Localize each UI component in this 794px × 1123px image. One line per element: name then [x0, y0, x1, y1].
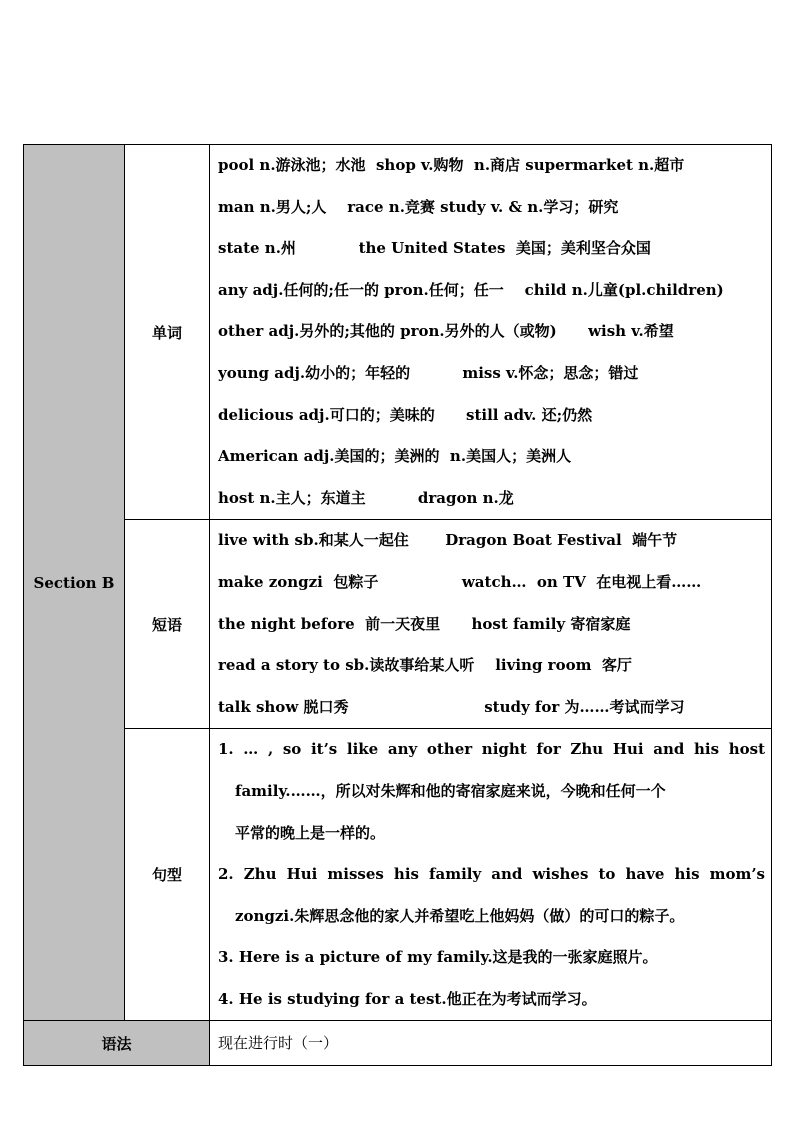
vocab-line: host n.主人；东道主 dragon n.龙 [218, 488, 514, 507]
vocabulary-label: 单词 [151, 323, 182, 342]
phrases-label-cell [125, 520, 210, 729]
sentence-line: 平常的晚上是一样的。 [235, 823, 386, 842]
summary-table [23, 144, 772, 1066]
grammar-text: 现在进行时（一） [218, 1034, 339, 1053]
phrases-content [210, 520, 772, 729]
phrase-line: live with sb.和某人一起住 Dragon Boat Festival 端午节 [218, 531, 678, 550]
sentence-line: family.……，所以对朱辉和他的寄宿家庭来说，今晚和任何一个 [235, 781, 666, 800]
sentences-label-cell [125, 729, 210, 1021]
sentence-line: 4. He is studying for a test.他正在为考试而学习。 [218, 989, 597, 1008]
vocab-line: pool n.游泳池；水池 shop v.购物 n.商店 supermarket n.超市 [218, 156, 685, 174]
sentence-line: 1. … , so it’s like any other night for Zhu Hui and his host [218, 740, 765, 759]
vocab-line: state n.州 the United States 美国；美利坚合众国 [218, 239, 651, 258]
grammar-label-cell [24, 1021, 210, 1066]
section-label-cell [24, 145, 125, 1021]
vocabulary-row [24, 145, 772, 520]
grammar-label: 语法 [101, 1034, 132, 1053]
vocab-line: man n.男人;人 race n.竞赛 study v. & n.学习；研究 [218, 197, 619, 216]
sentences-label: 句型 [151, 866, 182, 885]
phrase-line: make zongzi 包粽子 watch… on TV 在电视上看…… [218, 572, 702, 591]
grammar-row [24, 1021, 772, 1066]
vocab-line: young adj.幼小的；年轻的 miss v.怀念；思念；错过 [218, 363, 639, 382]
sentences-row [24, 729, 772, 1021]
sentence-line: zongzi.朱辉思念他的家人并希望吃上他妈妈（做）的可口的粽子。 [235, 906, 685, 925]
sentence-line: 3. Here is a picture of my family.这是我的一张家庭照片。 [218, 948, 658, 967]
phrase-line: talk show 脱口秀 study for 为……考试而学习 [218, 697, 685, 716]
vocab-line: other adj.另外的;其他的 pron.另外的人（或物) wish v.希望 [218, 322, 674, 341]
sentence-line: 2. Zhu Hui misses his family and wishes to have his mom’s [218, 865, 765, 884]
phrases-label: 短语 [151, 615, 182, 634]
section-label: Section B [33, 573, 115, 592]
grammar-content [210, 1021, 772, 1066]
vocab-line: delicious adj.可口的；美味的 still adv. 还;仍然 [218, 405, 593, 424]
vocab-line: American adj.美国的；美洲的 n.美国人；美洲人 [218, 447, 572, 466]
vocab-line: any adj.任何的;任一的 pron.任何；任一 child n.儿童(pl.children) [218, 280, 724, 299]
phrase-line: the night before 前一天夜里 host family 寄宿家庭 [218, 614, 631, 633]
phrases-row [24, 520, 772, 729]
vocabulary-label-cell [125, 145, 210, 520]
sentences-content [210, 729, 772, 1021]
phrase-line: read a story to sb.读故事给某人听 living room 客厅 [218, 656, 632, 675]
vocabulary-content [210, 145, 772, 520]
